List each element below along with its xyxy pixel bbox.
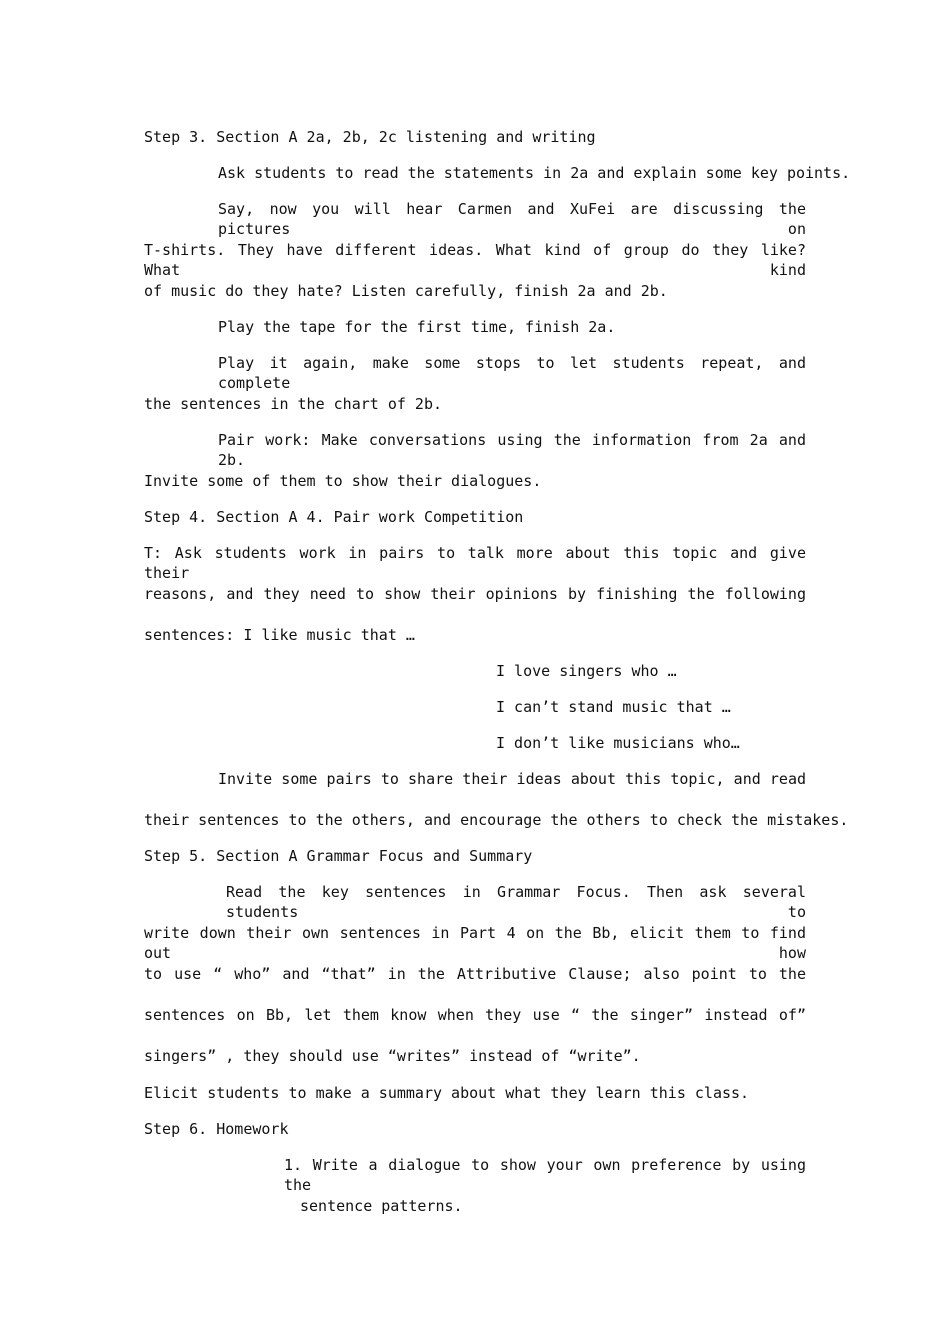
paragraph-line: singers” , they should use “writes” instead of “write”. [144, 1047, 641, 1065]
paragraph-line: write down their own sentences in Part 4 on the Bb, elicit them to find out how [144, 924, 806, 962]
paragraph-line: Play the tape for the first time, finish 2a. [218, 318, 616, 336]
paragraph-line: their sentences to the others, and encourage the others to check the mistakes. [144, 811, 849, 829]
homework-item: 1. Write a dialogue to show your own preference by using the [284, 1156, 806, 1194]
paragraph-line: Invite some pairs to share their ideas about this topic, and read [218, 770, 806, 788]
paragraph-line: Pair work: Make conversations using the information from 2a and 2b. [218, 431, 806, 469]
homework-item-continued: sentence patterns. [300, 1197, 463, 1215]
paragraph-line: of music do they hate? Listen carefully, finish 2a and 2b. [144, 282, 668, 300]
sentence-pattern: I don’t like musicians who… [496, 734, 740, 752]
paragraph-line: sentences on Bb, let them know when they use “ the singer” instead of” [144, 1006, 806, 1024]
step3-heading: Step 3. Section A 2a, 2b, 2c listening and writing [144, 128, 596, 146]
step5-heading: Step 5. Section A Grammar Focus and Summary [144, 847, 533, 865]
paragraph-line: Elicit students to make a summary about what they learn this class. [144, 1084, 750, 1102]
paragraph-line: T-shirts. They have different ideas. What kind of group do they like? What kind [144, 241, 806, 279]
sentence-pattern: I can’t stand music that … [496, 698, 731, 716]
paragraph-line: sentences: I like music that … [144, 626, 415, 644]
step6-heading: Step 6. Homework [144, 1120, 289, 1138]
paragraph-line: Ask students to read the statements in 2a and explain some key points. [218, 164, 851, 182]
step4-heading: Step 4. Section A 4. Pair work Competition [144, 508, 524, 526]
paragraph-line: reasons, and they need to show their opinions by finishing the following [144, 585, 806, 603]
paragraph-line: Say, now you will hear Carmen and XuFei are discussing the pictures on [218, 200, 806, 238]
paragraph-line: Invite some of them to show their dialogues. [144, 472, 542, 490]
paragraph-line: the sentences in the chart of 2b. [144, 395, 443, 413]
paragraph-line: Play it again, make some stops to let students repeat, and complete [218, 354, 806, 392]
paragraph-line: Read the key sentences in Grammar Focus. Then ask several students to [226, 883, 806, 921]
sentence-pattern: I love singers who … [496, 662, 677, 680]
paragraph-line: to use “ who” and “that” in the Attributive Clause; also point to the [144, 965, 806, 983]
paragraph-line: T: Ask students work in pairs to talk more about this topic and give their [144, 544, 806, 582]
